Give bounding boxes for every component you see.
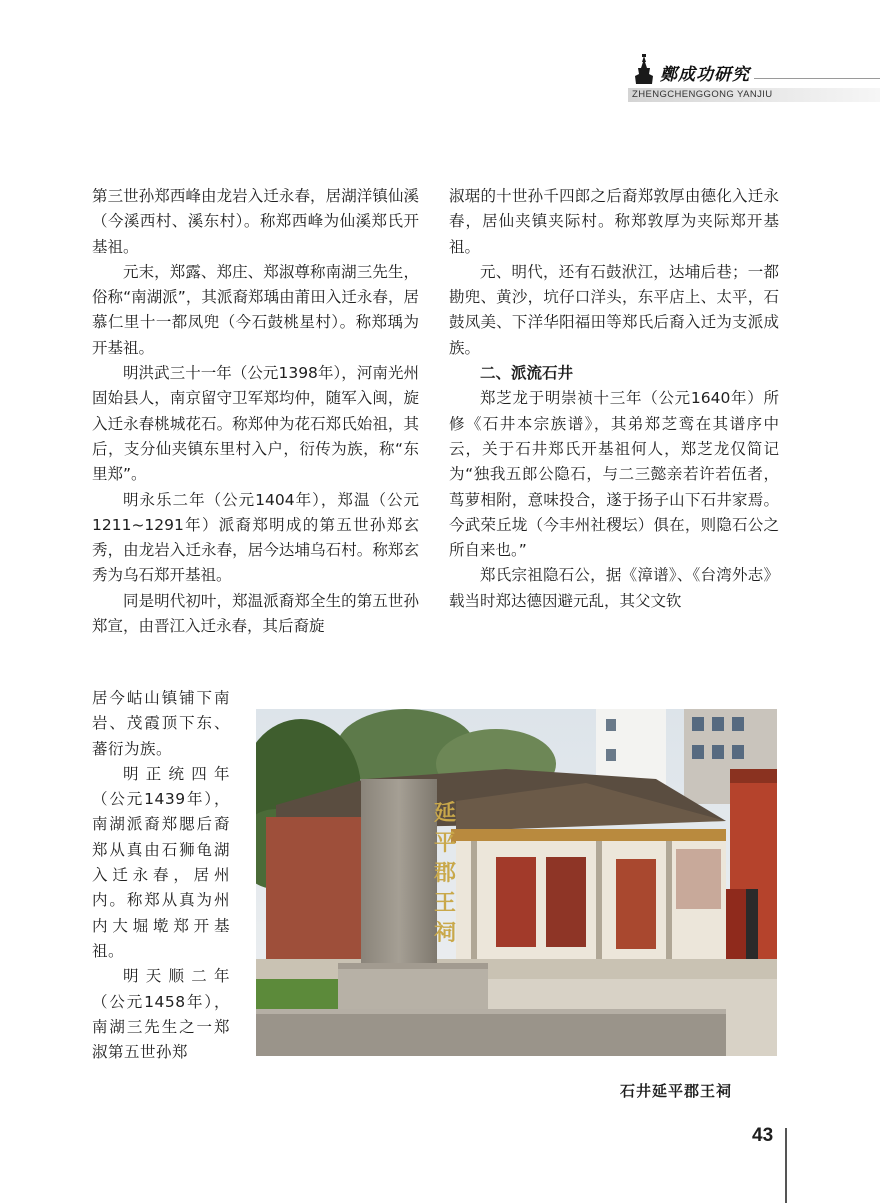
paragraph: 郑芝龙于明崇祯十三年（公元1640年）所修《石井本宗族谱》，其弟郑芝鸾在其谱序中云，关于石井郑氏开基祖何人，郑芝龙仅简记为“独我五郎公隐石，与二三懿亲若许若伍者，茑萝相附，意味投合，遂于扬子山下石井家焉。今武荣丘垅（今丰州社稷坛）俱在，则隐石公之所自来也。” (449, 389, 779, 560)
paragraph: 元末，郑露、郑庄、郑淑尊称南湖三先生，俗称“南湖派”，其派裔郑瑀由莆田入迁永春，居慕仁里十一都凤兜（今石鼓桃星村）。称郑瑀为开基祖。 (92, 262, 419, 357)
photo-caption: 石井延平郡王祠 (620, 1082, 733, 1100)
section-heading: 二、派流石井 (480, 364, 574, 383)
page-number: 43 (752, 1125, 774, 1146)
paragraph: 明天顺二年（公元1458年），南湖三先生之一郑淑第五世孙郑 (92, 967, 230, 1062)
header-rule (754, 78, 880, 79)
journal-header (628, 54, 880, 106)
narrow-column (92, 686, 230, 1065)
paragraph: 元、明代，还有石鼓洑江，达埔后巷；一都勘兜、黄沙，坑仔口洋头，东平店上、太平，石鼓凤美、下洋华阳福田等郑氏后裔入迁为支派成族。 (449, 262, 779, 357)
journal-title: 鄭成功研究 (660, 65, 750, 85)
paragraph: 第三世孙郑西峰由龙岩入迁永春，居湖洋镇仙溪（今溪西村、溪东村）。称郑西峰为仙溪郑氏开基祖。 (92, 187, 419, 256)
paragraph: 郑氏宗祖隐石公，据《漳谱》、《台湾外志》载当时郑达德因避元乱，其父文钦 (449, 566, 779, 610)
paragraph: 居今岵山镇铺下南岩、茂霞顶下东、蕃衍为族。 (92, 689, 230, 758)
left-column (92, 184, 419, 639)
zheng-chenggong-logo-icon (632, 54, 656, 88)
paragraph: 明永乐二年（公元1404年），郑温（公元1211~1291年）派裔郑明成的第五世孙郑玄秀，由龙岩入迁永春，居今达埔乌石村。称郑玄秀为乌石郑开基祖。 (92, 490, 419, 585)
paragraph: 明洪武三十一年（公元1398年），河南光州固始县人，南京留守卫军郑均仲，随军入闽，旋入迁永春桃城花石。称郑仲为花石郑氏始祖，其后，支分仙夹镇东里村入户，衍传为族，称“东里郑”。 (92, 364, 419, 484)
paragraph: 淑琚的十世孙千四郎之后裔郑敦厚由德化入迁永春，居仙夹镇夹际村。称郑敦厚为夹际郑开基祖。 (449, 187, 779, 256)
stele-inscription: 延平郡王祠 (433, 800, 456, 946)
page-number-rule (785, 1128, 787, 1203)
temple-photo (256, 709, 777, 1056)
paragraph: 同是明代初叶，郑温派裔郑全生的第五世孙郑宣，由晋江入迁永春，其后裔旋 (92, 591, 419, 636)
paragraph: 明正统四年（公元1439年），南湖派裔郑腮后裔郑从真由石狮龟湖入迁永春，居州内。称郑从真为州内大堀墘郑开基祖。 (92, 764, 230, 960)
journal-subtitle: ZHENGCHENGGONG YANJIU (632, 89, 773, 100)
right-column (449, 184, 779, 614)
